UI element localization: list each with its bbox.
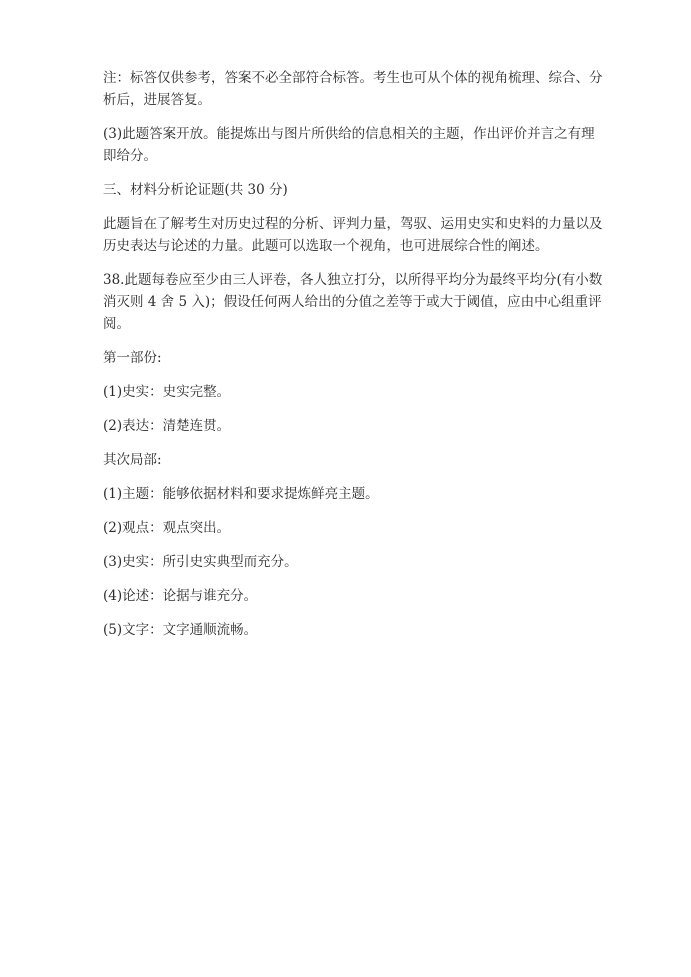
answer-3-paragraph: (3)此题答案开放。能提炼出与图片所供给的信息相关的主题，作出评价并言之有理即给分。 [103,126,595,164]
document-body [103,67,603,653]
section-intro-paragraph: 此题旨在了解考生对历史过程的分析、评判力量，驾驭、运用史实和史料的力量以及历史表达与论述的力量。此题可以选取一个视角，也可进展综合性的阐述。 [103,216,603,254]
part-two-item-3: (3)史实：所引史实典型而充分。 [103,554,298,570]
part-two-item-1: (1)主题：能够依据材料和要求提炼鲜亮主题。 [103,486,379,502]
note-paragraph: 注：标答仅供参考，答案不必全部符合标答。考生也可从个体的视角梳理、综合、分析后，进展答复。 [103,70,603,108]
question-38-paragraph: 38.此题每卷应至少由三人评卷，各人独立打分，以所得平均分为最终平均分(有小数消灭则 4 舍 5 入)；假设任何两人给出的分值之差等于或大于阈值，应由中心组重评阅。 [103,272,603,332]
part-one-heading: 第一部份: [103,350,162,366]
part-two-item-4: (4)论述：论据与谁充分。 [103,588,258,604]
part-two-item-2: (2)观点：观点突出。 [103,520,231,536]
part-one-item-1: (1)史实：史实完整。 [103,384,231,400]
section-heading: 三、材料分析论证题(共 30 分) [103,182,288,198]
part-one-item-2: (2)表达：清楚连贯。 [103,418,231,434]
part-two-item-5: (5)文字：文字通顺流畅。 [103,622,258,638]
part-two-heading: 其次局部: [103,452,162,468]
